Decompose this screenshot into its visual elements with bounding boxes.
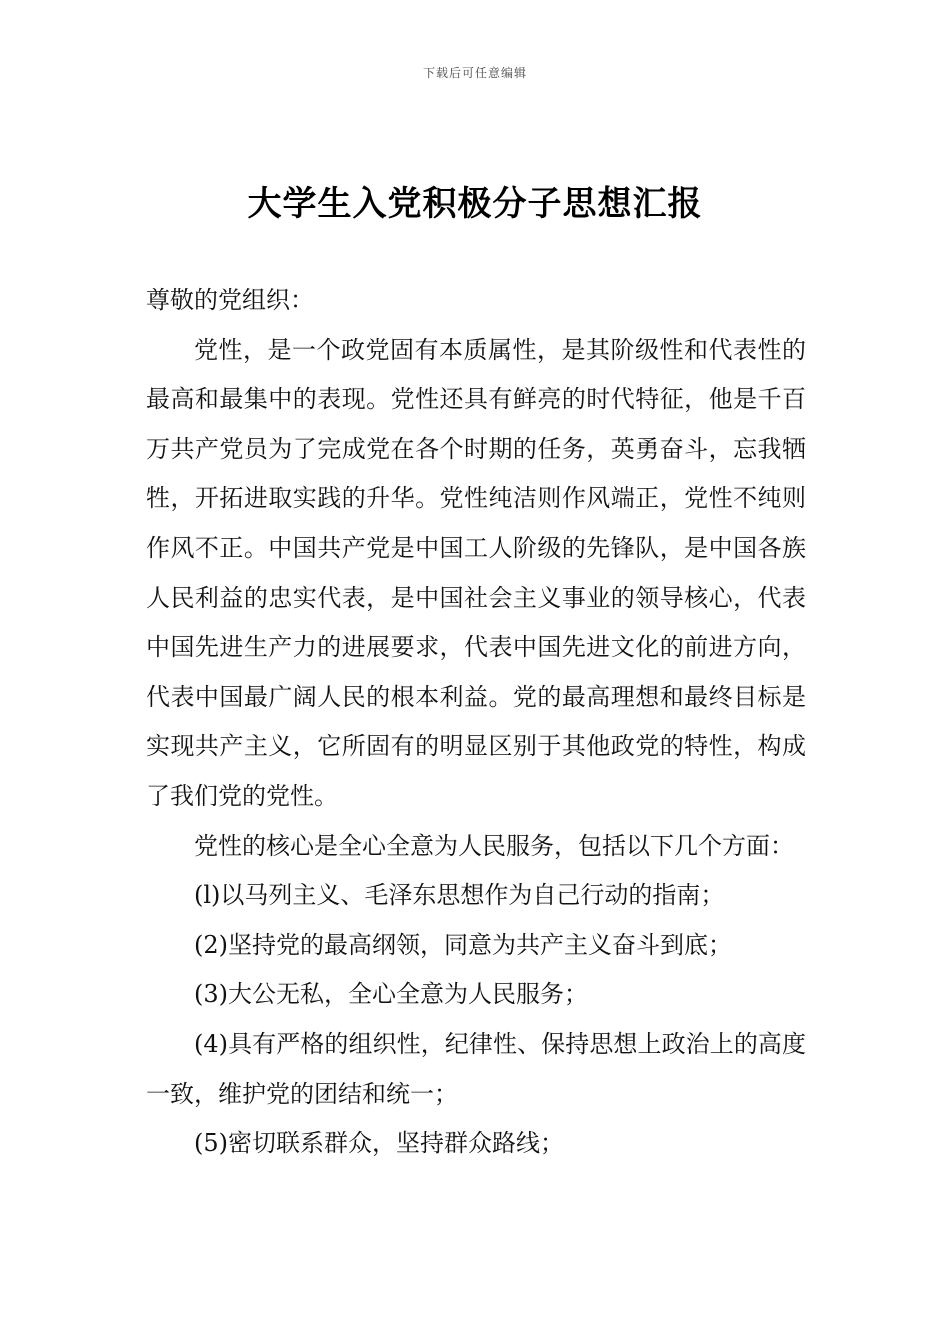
list-item-3: (3)大公无私，全心全意为人民服务； <box>194 980 588 1009</box>
salutation: 尊敬的党组织： <box>146 286 314 314</box>
list-item-5: (5)密切联系群众，坚持群众路线； <box>194 1129 564 1158</box>
list-item-1: (l)以马列主义、毛泽东思想作为自己行动的指南； <box>194 881 725 910</box>
paragraph-party-nature: 党性，是一个政党固有本质属性，是其阶级性和代表性的最高和最集中的表现。党性还具有鲜亮的时代特征，他是千百万共产党员为了完成党在各个时期的任务，英勇奋斗，忘我牺牲，开拓进取实践的升华。党性纯洁则作风端正，党性不纯则作风不正。中国共产党是中国工人阶级的先锋队，是中国各族人民利益的忠实代表，是中国社会主义事业的领导核心，代表中国先进生产力的进展要求，代表中国先进文化的前进方向，代表中国最广阔人民的根本利益。党的最高理想和最终目标是实现共产主义，它所固有的明显区别于其他政党的特性，构成了我们党的党性。 <box>146 335 806 810</box>
list-item-2: (2)坚持党的最高纲领，同意为共产主义奋斗到底； <box>194 930 732 959</box>
paragraph-core-intro: 党性的核心是全心全意为人民服务，包括以下几个方面： <box>194 831 794 860</box>
document-title: 大学生入党积极分子思想汇报 <box>247 184 703 224</box>
header-note: 下载后可任意编辑 <box>422 66 527 80</box>
document-body <box>146 276 806 1169</box>
list-item-4: (4)具有严格的组织性，纪律性、保持思想上政治上的高度一致，维护党的团结和统一； <box>146 1029 806 1108</box>
